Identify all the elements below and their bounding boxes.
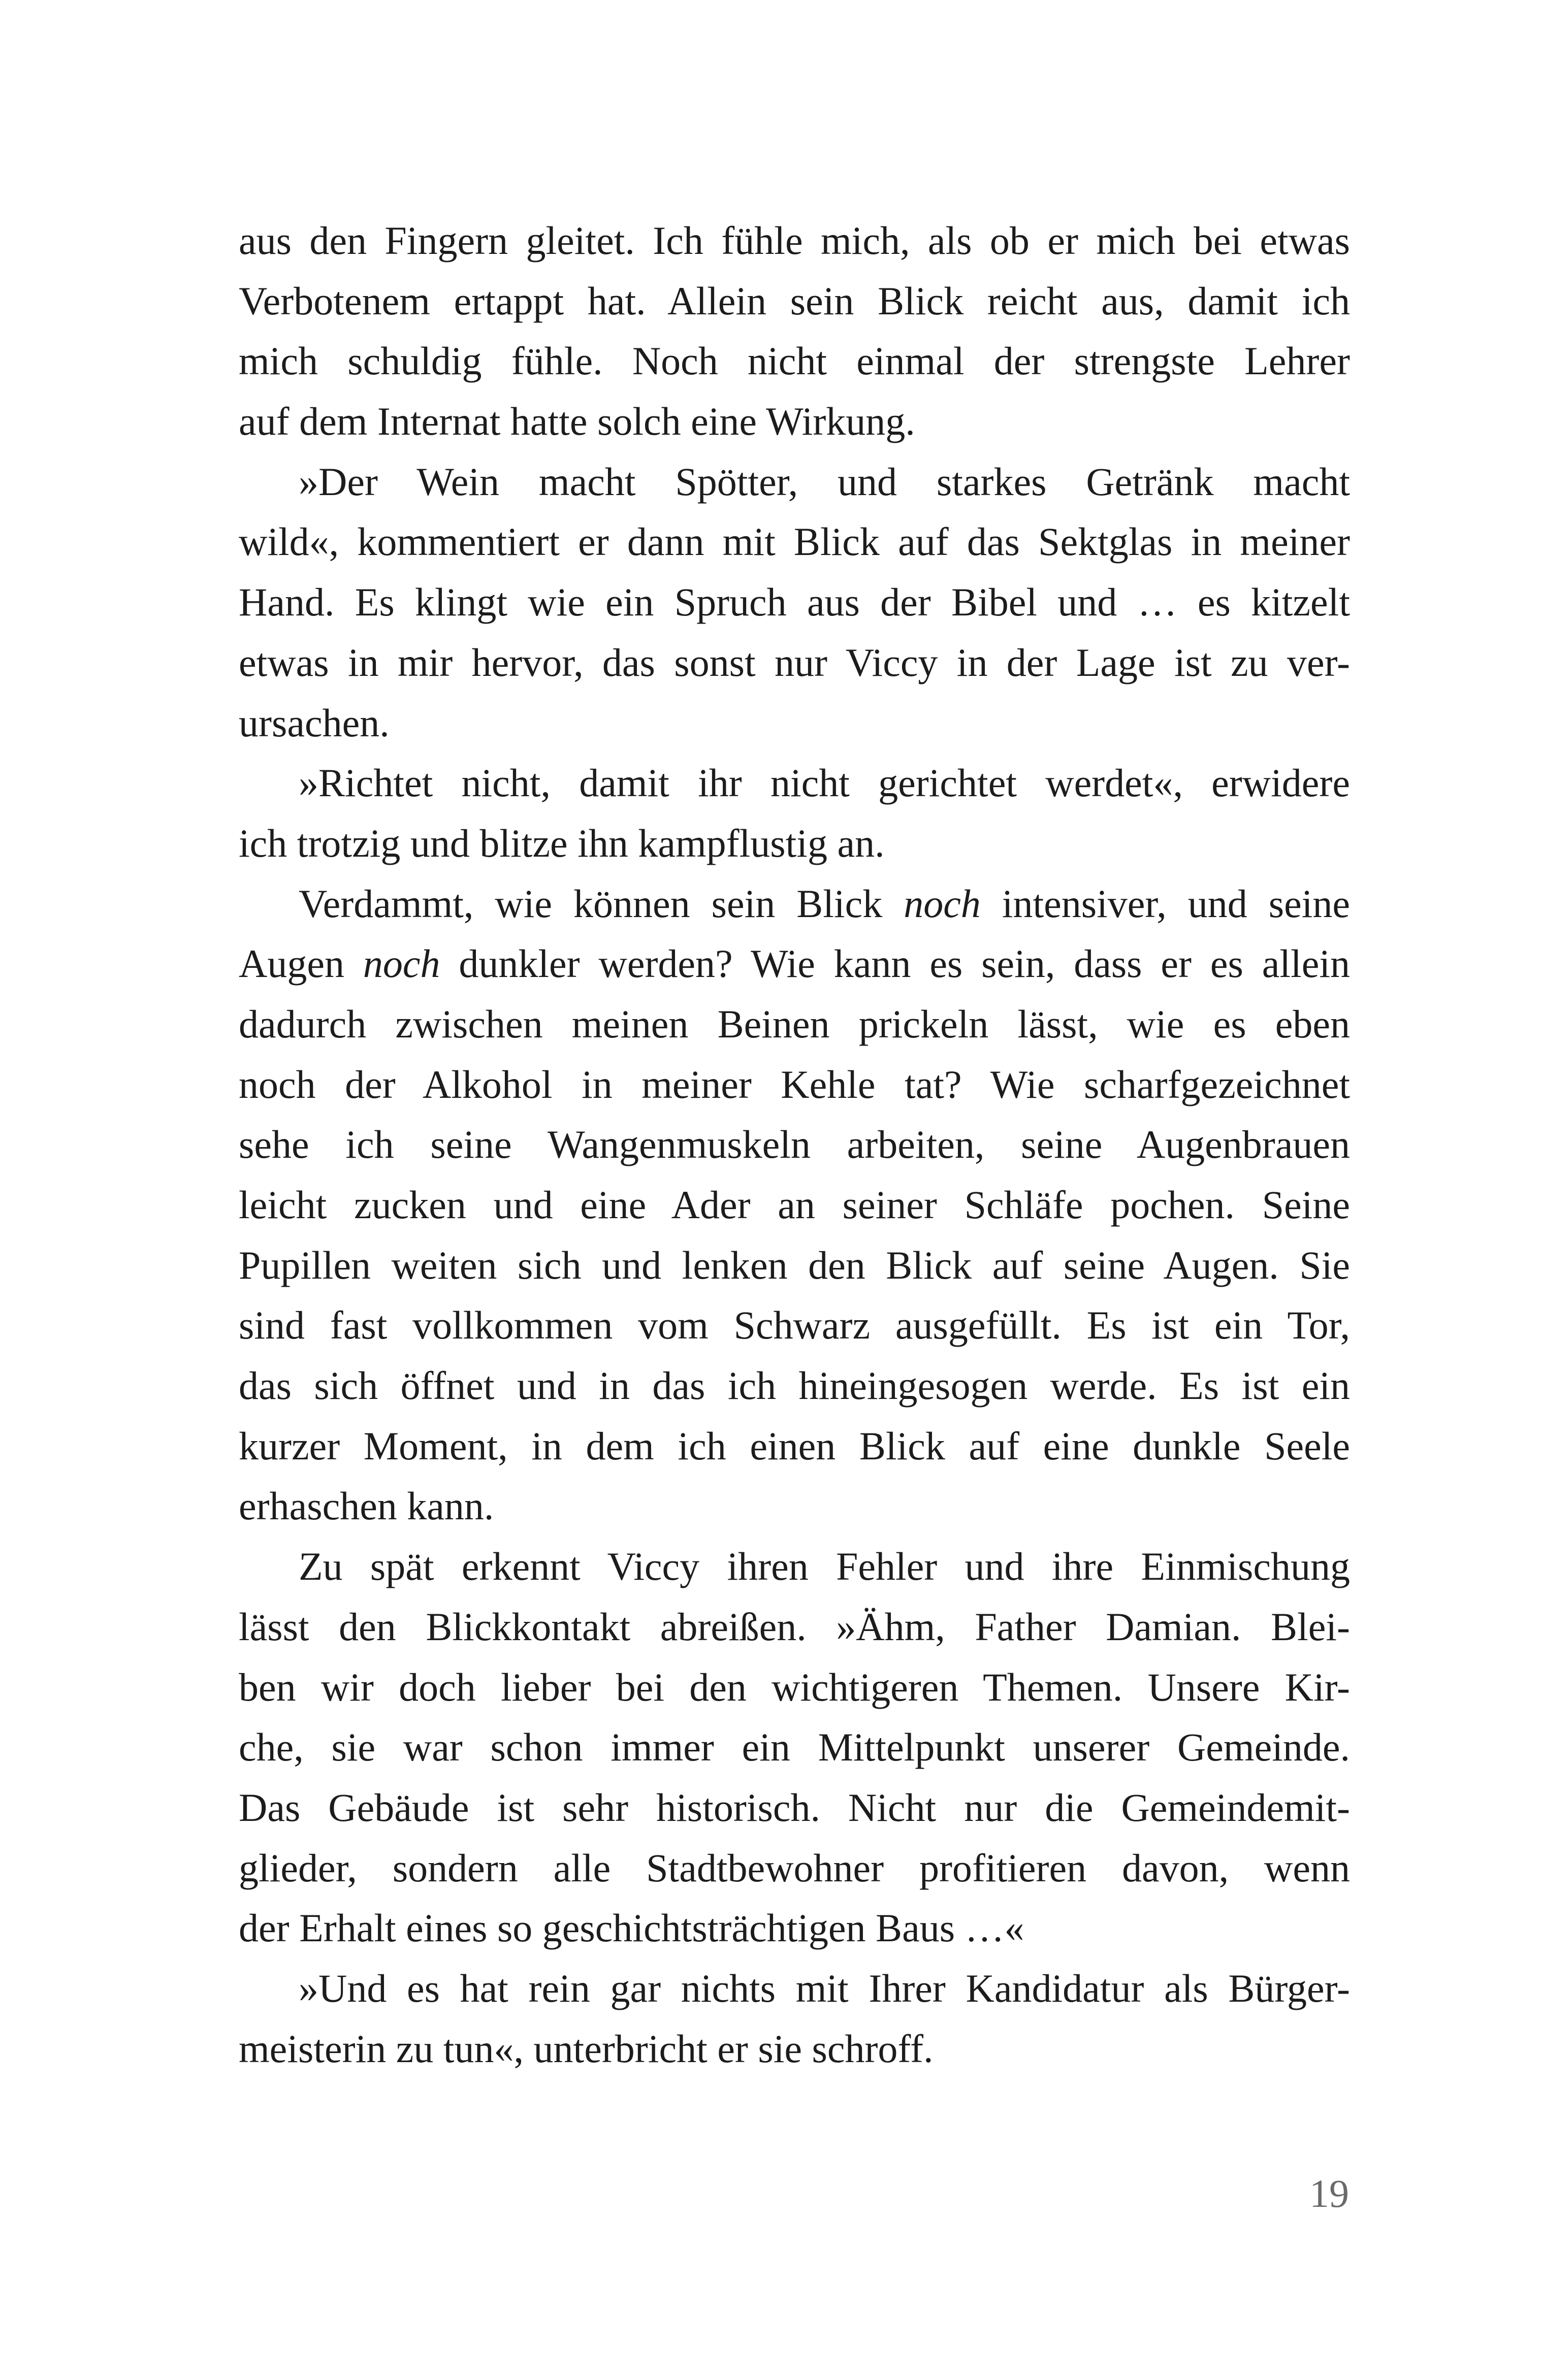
text-run: etwas in mir hervor, das sonst nur Viccy in der Lage ist zu ver- (239, 640, 1350, 684)
text-run: leicht zucken und eine Ader an seiner Schläfe pochen. Seine (239, 1183, 1350, 1227)
text-run: lässt den Blickkontakt abreißen. »Ähm, Father Damian. Blei- (239, 1604, 1350, 1649)
text-line (239, 1055, 1350, 1115)
text-line (239, 874, 1350, 934)
text-line (239, 1476, 1350, 1537)
text-line (239, 633, 1350, 693)
text-line (239, 211, 1350, 271)
text-line (239, 1175, 1350, 1235)
text-line (239, 1356, 1350, 1416)
text-line (239, 452, 1350, 512)
italic-text-run: noch (904, 881, 981, 926)
text-line (239, 1597, 1350, 1657)
text-run: Pupillen weiten sich und lenken den Blick auf seine Augen. Sie (239, 1243, 1350, 1287)
text-run: meisterin zu tun«, unterbricht er sie schroff. (239, 2026, 934, 2071)
text-line (239, 331, 1350, 392)
text-line (239, 693, 1350, 754)
text-line (239, 2019, 1350, 2079)
text-line (239, 1115, 1350, 1175)
text-run: noch der Alkohol in meiner Kehle tat? Wie scharfgezeichnet (239, 1062, 1350, 1106)
text-line (239, 1898, 1350, 1959)
text-line (239, 271, 1350, 332)
text-run: sind fast vollkommen vom Schwarz ausgefüllt. Es ist ein Tor, (239, 1303, 1350, 1348)
text-run: »Richtet nicht, damit ihr nicht gerichtet werdet«, erwidere (299, 761, 1350, 805)
text-run: erhaschen kann. (239, 1484, 494, 1528)
text-line (239, 753, 1350, 813)
text-run: aus den Fingern gleitet. Ich fühle mich, als ob er mich bei etwas (239, 218, 1350, 263)
text-line (239, 813, 1350, 874)
text-run: Zu spät erkennt Viccy ihren Fehler und ihre Einmischung (299, 1544, 1350, 1589)
text-run: kurzer Moment, in dem ich einen Blick auf eine dunkle Seele (239, 1423, 1350, 1468)
text-run: der Erhalt eines so geschichtsträchtigen Baus …« (239, 1906, 1024, 1950)
text-line (239, 1537, 1350, 1597)
text-run: Hand. Es klingt wie ein Spruch aus der Bibel und … es kitzelt (239, 580, 1350, 625)
text-run: auf dem Internat hatte solch eine Wirkung. (239, 399, 915, 444)
text-line (239, 1717, 1350, 1778)
text-run: dadurch zwischen meinen Beinen prickeln lässt, wie es eben (239, 1001, 1350, 1046)
text-run: che, sie war schon immer ein Mittelpunkt unserer Gemeinde. (239, 1725, 1350, 1770)
text-run: mich schuldig fühle. Noch nicht einmal der strengste Lehrer (239, 339, 1350, 383)
text-run: ursachen. (239, 700, 390, 745)
text-line (239, 1959, 1350, 2019)
text-run: wild«, kommentiert er dann mit Blick auf das Sektglas in meiner (239, 519, 1350, 564)
text-line (239, 934, 1350, 994)
text-line (239, 1657, 1350, 1718)
italic-text-run: noch (363, 941, 440, 986)
text-run: das sich öffnet und in das ich hineingesogen werde. Es ist ein (239, 1363, 1350, 1408)
text-run: glieder, sondern alle Stadtbewohner profitieren davon, wenn (239, 1845, 1350, 1890)
page-number: 19 (1309, 2171, 1349, 2215)
text-run: Das Gebäude ist sehr historisch. Nicht nur die Gemeindemit- (239, 1785, 1350, 1830)
text-run: intensiver, und seine (980, 881, 1350, 926)
text-line (239, 1778, 1350, 1838)
text-line (239, 512, 1350, 572)
text-line (239, 1295, 1350, 1356)
text-run: sehe ich seine Wangenmuskeln arbeiten, seine Augenbrauen (239, 1122, 1350, 1167)
text-line (239, 994, 1350, 1055)
body-text (239, 211, 1350, 2079)
text-run: »Der Wein macht Spötter, und starkes Getränk macht (299, 459, 1350, 504)
text-run: Verdammt, wie können sein Blick (299, 881, 904, 926)
text-run: dunkler werden? Wie kann es sein, dass er es allein (440, 941, 1351, 986)
text-run: Augen (239, 941, 363, 986)
text-line (239, 1416, 1350, 1477)
text-run: ben wir doch lieber bei den wichtigeren Themen. Unsere Kir- (239, 1665, 1350, 1709)
text-line (239, 1235, 1350, 1296)
text-run: ich trotzig und blitze ihn kampflustig an. (239, 821, 885, 865)
text-run: »Und es hat rein gar nichts mit Ihrer Kandidatur als Bürger- (299, 1966, 1350, 2010)
text-run: Verbotenem ertappt hat. Allein sein Blick reicht aus, damit ich (239, 278, 1350, 323)
text-line (239, 392, 1350, 452)
text-line (239, 572, 1350, 633)
text-line (239, 1838, 1350, 1899)
